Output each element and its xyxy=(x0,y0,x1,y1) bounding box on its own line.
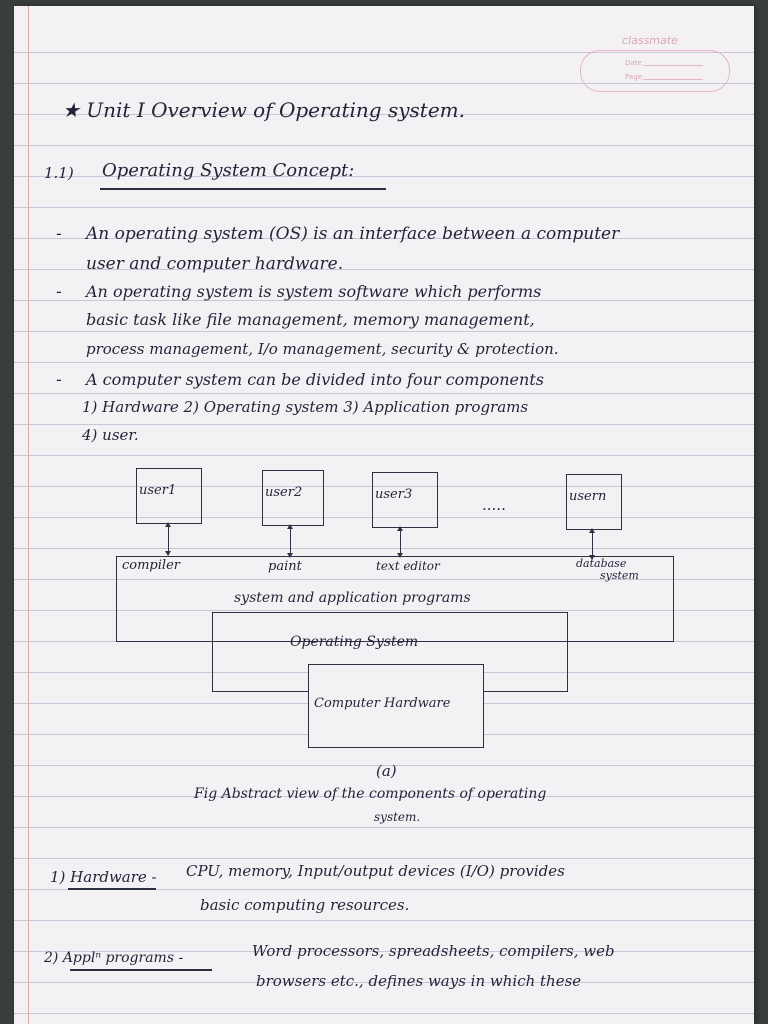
application-layer-label: system and application programs xyxy=(234,590,471,606)
date-page-box xyxy=(580,50,730,92)
unit-heading: ★ Unit I Overview of Operating system. xyxy=(62,98,465,122)
users-ellipsis: ..... xyxy=(482,496,506,514)
user-label: user1 xyxy=(139,483,177,498)
bullet-2-line-1: An operating system is system software which performs xyxy=(86,282,542,301)
bullet-2-line-2: basic task like file management, memory management, xyxy=(86,310,535,329)
user-label: usern xyxy=(569,489,607,504)
bullet-dash: - xyxy=(56,224,62,244)
bullet-3-line-3: 4) user. xyxy=(82,426,139,444)
section-number: 1.1) xyxy=(44,164,74,182)
bullet-1-line-1: An operating system (OS) is an interface between a computer xyxy=(86,224,620,244)
bullet-2-line-3: process management, I/o management, security & protection. xyxy=(86,340,559,358)
double-arrow xyxy=(168,523,169,555)
date-label: Date xyxy=(625,59,642,67)
program-label: system xyxy=(600,569,639,582)
bullet-dash: - xyxy=(56,370,62,390)
definition-line: browsers etc., defines ways in which these xyxy=(256,972,582,990)
definition-term-underline xyxy=(70,969,212,971)
user-box xyxy=(136,468,202,524)
program-label: text editor xyxy=(376,559,440,573)
definition-line: Word processors, spreadsheets, compilers, web xyxy=(252,942,615,960)
section-title: Operating System Concept: xyxy=(102,160,355,181)
figure-caption-line-1: Fig Abstract view of the components of operating xyxy=(194,786,547,802)
hardware-layer-label: Computer Hardware xyxy=(314,696,451,711)
user-label: user2 xyxy=(265,485,303,500)
definition-term: 2) Applⁿ programs - xyxy=(44,950,184,966)
definition-term: 1) Hardware - xyxy=(50,868,157,886)
figure-caption-line-2: system. xyxy=(374,810,421,824)
os-layer-label: Operating System xyxy=(290,634,419,650)
user-box xyxy=(262,470,324,526)
double-arrow xyxy=(592,529,593,559)
program-label: paint xyxy=(268,559,302,574)
user-label: user3 xyxy=(375,487,413,502)
bullet-3-line-1: A computer system can be divided into four components xyxy=(86,370,544,389)
user-box xyxy=(372,472,438,528)
bullet-1-line-2: user and computer hardware. xyxy=(86,254,344,274)
margin-line xyxy=(28,6,29,1024)
figure-tag: (a) xyxy=(376,762,397,780)
bullet-dash: - xyxy=(56,282,62,302)
double-arrow xyxy=(400,527,401,557)
notebook-page xyxy=(14,6,754,1024)
section-title-underline xyxy=(100,188,386,190)
definition-line: CPU, memory, Input/output devices (I/O) provides xyxy=(186,862,565,880)
bullet-3-line-2: 1) Hardware 2) Operating system 3) Application programs xyxy=(82,398,529,416)
brand-logo: classmate xyxy=(622,34,678,47)
definition-line: basic computing resources. xyxy=(200,896,410,914)
double-arrow xyxy=(290,525,291,557)
definition-term-underline xyxy=(68,888,156,890)
program-label: database xyxy=(576,557,627,570)
page-label: Page xyxy=(625,73,642,81)
program-label: compiler xyxy=(122,558,180,573)
user-box xyxy=(566,474,622,530)
